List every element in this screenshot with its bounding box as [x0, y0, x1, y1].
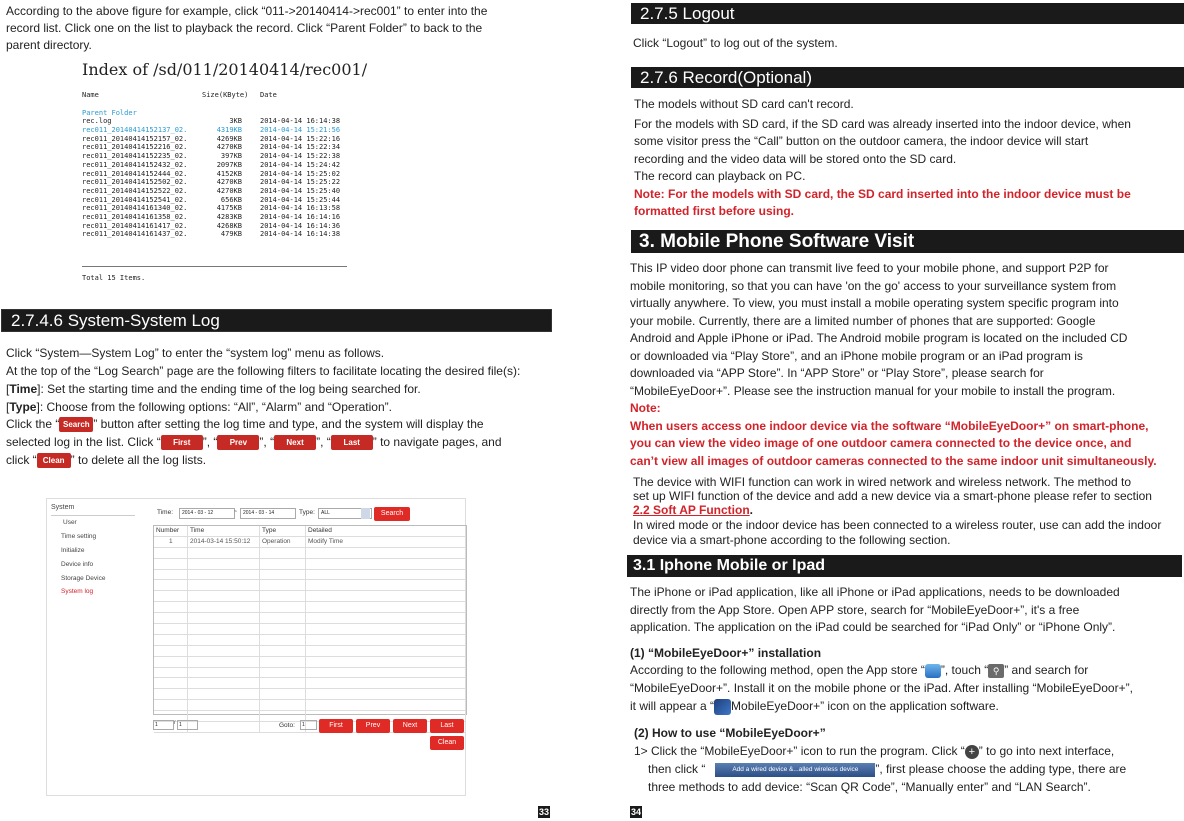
dir-file-size: 4319KB: [216, 126, 242, 135]
dir-file-row[interactable]: [82, 170, 382, 179]
dir-file-date: 2014-04-14 16:14:16: [260, 212, 341, 221]
table-cell-empty: [260, 700, 306, 710]
table-cell-empty: [260, 635, 306, 645]
wired-line-1: In wired mode or the indoor device has been connected to a wireless router, use can add the indoor: [633, 518, 1162, 532]
dir-file-date: 2014-04-14 15:25:44: [260, 195, 341, 204]
intro-line-2: record list. Click one on the list to playback the record. Click “Parent Folder” to back to the: [6, 21, 483, 35]
dir-parent-folder-link[interactable]: Parent Folder: [82, 108, 137, 117]
sep-2: ”, “: [259, 435, 275, 449]
table-cell-empty: [154, 668, 188, 678]
dir-file-date: 2014-04-14 16:14:38: [260, 117, 341, 126]
table-cell-empty: [154, 678, 188, 688]
dir-col-name: Name: [82, 91, 99, 99]
table-row[interactable]: [154, 678, 466, 689]
fig-search-button[interactable]: Search: [374, 507, 410, 521]
sidebar-item-time-setting[interactable]: Time setting: [61, 533, 97, 540]
howto-l2b: ”, first please choose the adding type, there are: [875, 762, 1127, 776]
dir-file-row[interactable]: [82, 126, 382, 135]
type-label: Type: [9, 400, 37, 414]
dir-file-name[interactable]: rec011_20140414161358_02.: [82, 212, 188, 221]
dir-file-name[interactable]: rec011_20140414152157_02.: [82, 134, 188, 143]
sys-line-1: Click “System—System Log” to enter the “system log” menu as follows.: [6, 346, 385, 360]
dir-file-row[interactable]: [82, 204, 382, 213]
table-cell-empty: [154, 646, 188, 656]
table-cell-empty: [188, 613, 260, 623]
fig-last-button[interactable]: Last: [430, 719, 464, 733]
table-cell-empty: [306, 580, 466, 590]
iphone-line-1: The iPhone or iPad application, like all iPhone or iPad applications, needs to be downloaded: [630, 585, 1120, 599]
dir-file-name[interactable]: rec011_20140414152137_02.: [82, 126, 188, 135]
table-cell-empty: [188, 570, 260, 580]
table-cell-empty: [260, 559, 306, 569]
after-search-text: ” button after setting the log time and type, and the system will display the: [93, 417, 484, 431]
record-line-1: The models without SD card can't record.: [634, 97, 854, 111]
table-cell-empty: [306, 570, 466, 580]
table-row[interactable]: [154, 624, 466, 635]
table-cell-empty: [260, 668, 306, 678]
install-line-1: [630, 662, 1088, 680]
table-cell-empty: [188, 635, 260, 645]
record-line-3: some visitor press the “Call” button on the outdoor camera, the indoor device will start: [634, 134, 1089, 148]
table-row[interactable]: [154, 602, 466, 613]
table-cell: 1: [154, 537, 188, 547]
table-row[interactable]: [154, 657, 466, 668]
table-cell-empty: [154, 602, 188, 612]
dir-file-date: 2014-04-14 15:22:34: [260, 143, 341, 152]
dir-file-row[interactable]: [82, 161, 382, 170]
dir-file-size: 4270KB: [216, 178, 242, 187]
dir-file-row[interactable]: [82, 213, 382, 222]
page-number-left: 33: [538, 807, 549, 817]
table-cell-empty: [306, 602, 466, 612]
table-cell-empty: [306, 591, 466, 601]
dir-file-size: 4152KB: [216, 169, 242, 178]
table-header-cell: Detailed: [306, 526, 466, 536]
dir-file-name[interactable]: rec011_20140414152502_02.: [82, 178, 188, 187]
table-cell-empty: [188, 700, 260, 710]
howto-line-2: [648, 761, 1126, 779]
goto-select[interactable]: 1: [300, 720, 317, 730]
table-row[interactable]: [154, 591, 466, 602]
type-select-chevron-icon[interactable]: [361, 508, 370, 519]
dir-file-date: 2014-04-14 15:24:42: [260, 160, 341, 169]
table-cell-empty: [260, 580, 306, 590]
table-row[interactable]: [154, 548, 466, 559]
table-row[interactable]: [154, 559, 466, 570]
table-cell-empty: [306, 678, 466, 688]
system-sidebar: [47, 499, 139, 795]
table-cell: Modify Time: [306, 537, 466, 547]
note-line-3: can’t view all images of outdoor cameras connected to the same indoor unit simultaneously.: [630, 454, 1157, 468]
section-title-logout: 2.7.5 Logout: [631, 3, 1184, 24]
table-cell-empty: [188, 689, 260, 699]
table-cell-empty: [306, 548, 466, 558]
dir-file-size: 3KB: [229, 117, 242, 126]
dir-header: [82, 91, 382, 100]
fig-next-button[interactable]: Next: [393, 719, 427, 733]
dir-total: Total 15 Items.: [82, 274, 146, 282]
table-row[interactable]: [154, 537, 466, 548]
dir-file-size: 4270KB: [216, 143, 242, 152]
dir-file-size: 397KB: [220, 152, 242, 161]
wifi-dot: .: [749, 503, 754, 517]
search-button-image: Search: [59, 417, 93, 432]
record-line-2: For the models with SD card, if the SD card was already inserted into the indoor device, when: [634, 117, 1131, 131]
system-log-figure: System User Time setting Initialize Device info Storage Device System log Time: 2014 - 03 - 12 ~ 2014 - 03 - 14 Type: ALL Search Number Time Type Detailed 1 2014-03-14 15:50:12 Operation Modify Time 1 / 1 Goto: 1 First Prev Next Last Clean: [46, 498, 466, 796]
install-title: (1) “MobileEyeDoor+” installation: [630, 646, 822, 660]
wifi-line-2: set up WIFI function of the device and add a new device via a smart-phone please refer to section: [633, 489, 1152, 503]
table-cell-empty: [154, 613, 188, 623]
table-cell-empty: [260, 689, 306, 699]
dir-file-row[interactable]: [82, 117, 382, 126]
click-clean-start: click “: [6, 453, 37, 467]
table-cell-empty: [306, 635, 466, 645]
table-cell-empty: [154, 591, 188, 601]
logout-text: Click “Logout” to log out of the system.: [633, 36, 838, 50]
install-l1a: According to the following method, open the App store “: [630, 663, 925, 677]
dir-file-date: 2014-04-14 15:21:56: [260, 126, 341, 135]
dir-rows: [82, 117, 382, 239]
dir-file-size: 4283KB: [216, 212, 242, 221]
table-row[interactable]: [154, 646, 466, 657]
search-icon: ⚲: [988, 664, 1004, 678]
table-cell-empty: [260, 613, 306, 623]
type-select[interactable]: ALL: [318, 508, 372, 519]
dir-file-date: 2014-04-14 15:25:22: [260, 178, 341, 187]
table-cell-empty: [154, 700, 188, 710]
table-cell-empty: [154, 548, 188, 558]
table-cell-empty: [188, 657, 260, 667]
intro-line-1: According to the above figure for example, click “011->20140414->rec001” to enter into the: [6, 4, 488, 18]
dir-file-name[interactable]: rec011_20140414152432_02.: [82, 160, 188, 169]
navigate-line: [6, 434, 502, 452]
table-cell-empty: [306, 689, 466, 699]
mobileeyedoor-app-icon: [714, 699, 731, 715]
table-cell-empty: [188, 602, 260, 612]
install-l3b: MobileEyeDoor+” icon on the application software.: [731, 699, 999, 713]
note-line-1: When users access one indoor device via the software “MobileEyeDoor+” on smart-phone,: [630, 419, 1149, 433]
dir-file-date: 2014-04-14 15:22:38: [260, 152, 341, 161]
dir-file-name[interactable]: rec011_20140414161340_02.: [82, 204, 188, 213]
section-title-iphone: 3.1 Iphone Mobile or Ipad: [627, 555, 1182, 577]
page-from-input[interactable]: 1: [153, 720, 174, 730]
install-line-2: “MobileEyeDoor+”. Install it on the mobile phone or the iPad. After installing “MobileEyeDoor+”,: [630, 681, 1133, 695]
table-cell-empty: [188, 711, 260, 721]
record-note-line-2: formatted first before using.: [634, 204, 795, 218]
table-cell-empty: [188, 722, 260, 732]
mobile-line-8: “MobileEyeDoor+”. Please see the instruction manual for your mobile to install the program.: [630, 384, 1116, 398]
last-button-image: Last: [331, 435, 373, 450]
dir-file-row[interactable]: [82, 196, 382, 205]
dir-file-date: 2014-04-14 15:22:16: [260, 134, 341, 143]
table-cell-empty: [154, 635, 188, 645]
dir-col-size: Size(KByte): [202, 91, 249, 99]
wired-line-2: device via a smart-phone according to the following section.: [633, 533, 951, 547]
dir-file-row[interactable]: [82, 222, 382, 231]
table-row[interactable]: [154, 635, 466, 646]
sep-3: ”, “: [316, 435, 331, 449]
install-line-3: [630, 698, 999, 716]
table-header-cell: Type: [260, 526, 306, 536]
filter-type-label: Type:: [299, 509, 315, 516]
app-store-icon: [925, 664, 941, 678]
table-cell-empty: [306, 646, 466, 656]
table-cell-empty: [260, 646, 306, 656]
install-l3a: it will appear a “: [630, 699, 715, 713]
date-to-input[interactable]: 2014 - 03 - 14: [240, 508, 296, 519]
prev-button-image: Prev: [217, 435, 259, 450]
sidebar-item-user[interactable]: User: [63, 519, 77, 526]
clean-line: [6, 452, 206, 470]
time-label: Time: [9, 382, 38, 396]
record-line-4: recording and the video data will be stored onto the SD card.: [634, 152, 957, 166]
soft-ap-link[interactable]: 2.2 Soft AP Function: [633, 503, 750, 517]
mobile-line-5: Android and Apple iPhone or iPad. The Android mobile program is located on the included CD: [630, 331, 1128, 345]
navigate-end-text: ” to navigate pages, and: [372, 435, 502, 449]
table-cell-empty: [154, 559, 188, 569]
search-line: [6, 416, 484, 434]
table-header-cell: Time: [188, 526, 260, 536]
mobile-line-3: virtually anywhere. To view, you must install a mobile operating system specific program into: [630, 296, 1119, 310]
add-device-button-image: Add a wired device &...alled wireless device: [715, 763, 875, 777]
table-cell-empty: [260, 570, 306, 580]
table-cell-empty: [188, 646, 260, 656]
selected-line-start: selected log in the list. Click “: [6, 435, 161, 449]
table-cell-empty: [154, 570, 188, 580]
page-number-right: 34: [630, 807, 641, 817]
howto-line-3: three methods to add device: “Scan QR Code”, “Manually enter” and “LAN Search”.: [648, 780, 1091, 794]
goto-label: Goto:: [279, 722, 295, 729]
table-cell: 2014-03-14 15:50:12: [188, 537, 260, 547]
table-cell: Operation: [260, 537, 306, 547]
dir-title: Index of /sd/011/20140414/rec001/: [82, 60, 368, 79]
table-row[interactable]: [154, 689, 466, 700]
table-cell-empty: [306, 657, 466, 667]
filter-time-label: Time:: [157, 509, 174, 516]
intro-line-3: parent directory.: [6, 38, 92, 52]
date-from-input[interactable]: 2014 - 03 - 12: [179, 508, 235, 519]
table-header-cell: Number: [154, 526, 188, 536]
dir-file-name[interactable]: rec011_20140414152235_02.: [82, 152, 188, 161]
dir-file-name[interactable]: rec011_20140414152444_02.: [82, 169, 188, 178]
dir-file-name[interactable]: rec011_20140414152216_02.: [82, 143, 188, 152]
table-cell-empty: [306, 613, 466, 623]
mobile-line-2: mobile monitoring, so that you can have 'on the go' access to your surveillance system from: [630, 279, 1117, 293]
table-cell-empty: [154, 657, 188, 667]
time-text: : Set the starting time and the ending time of the log being searched for.: [40, 382, 421, 396]
table-cell-empty: [260, 602, 306, 612]
sep-1: ”, “: [202, 435, 218, 449]
sidebar-title: System: [51, 504, 75, 511]
howto-l2a: then click “: [648, 762, 706, 776]
table-cell-empty: [306, 624, 466, 634]
iphone-line-2: directly from the App Store. Open APP store, search for “MobileEyeDoor+”, it's a free: [630, 603, 1080, 617]
howto-title: (2) How to use “MobileEyeDoor+”: [634, 726, 826, 740]
record-line-5: The record can playback on PC.: [634, 169, 806, 183]
add-plus-icon: +: [965, 745, 979, 759]
dir-file-size: 4269KB: [216, 134, 242, 143]
section-title-record: 2.7.6 Record(Optional): [631, 67, 1184, 88]
type-text: : Choose from the following options: “All”, “Alarm” and “Operation”.: [39, 400, 392, 414]
howto-l1b: ” to go into next interface,: [978, 744, 1115, 758]
log-table: [153, 525, 467, 715]
table-cell-empty: [260, 548, 306, 558]
table-cell-empty: [188, 559, 260, 569]
howto-line-1: [634, 743, 1114, 761]
dir-file-date: 2014-04-14 16:14:38: [260, 230, 341, 239]
table-cell-empty: [154, 580, 188, 590]
table-cell-empty: [188, 668, 260, 678]
table-cell-empty: [188, 591, 260, 601]
wifi-line-1: The device with WIFI function can work in wired network and wireless network. The method to: [633, 475, 1131, 489]
dir-file-row[interactable]: [82, 143, 382, 152]
dir-col-date: Date: [260, 91, 277, 99]
dir-file-row[interactable]: [82, 187, 382, 196]
sidebar-item-initialize[interactable]: Initialize: [61, 547, 85, 554]
dir-file-name[interactable]: rec011_20140414152522_02.: [82, 186, 188, 195]
page-to-input[interactable]: 1: [177, 720, 198, 730]
next-button-image: Next: [274, 435, 316, 450]
dir-file-row[interactable]: [82, 152, 382, 161]
section-title-mobile: 3. Mobile Phone Software Visit: [631, 230, 1184, 253]
dir-file-date: 2014-04-14 16:14:36: [260, 221, 341, 230]
dir-file-row[interactable]: [82, 178, 382, 187]
fig-first-button[interactable]: First: [319, 719, 353, 733]
first-button-image: First: [161, 435, 203, 450]
type-line: [Type]: Choose from the following options: “All”, “Alarm” and “Operation”.: [6, 400, 392, 414]
time-line: [Time]: Set the starting time and the ending time of the log being searched for.: [6, 382, 421, 396]
sidebar-item-storage-device[interactable]: Storage Device: [61, 575, 106, 582]
dir-file-date: 2014-04-14 15:25:02: [260, 169, 341, 178]
table-cell-empty: [260, 678, 306, 688]
directory-listing-figure: [82, 60, 382, 292]
table-row[interactable]: [154, 668, 466, 679]
table-cell-empty: [260, 591, 306, 601]
dir-file-name[interactable]: rec011_20140414161417_02.: [82, 221, 188, 230]
click-the-text: Click the “: [6, 417, 60, 431]
section-title-system-log: 2.7.4.6 System-System Log: [1, 309, 552, 332]
mobile-line-1: This IP video door phone can transmit live feed to your mobile phone, and support P2P for: [630, 261, 1109, 275]
mobile-line-4: your mobile. Currently, there are a limited number of phones that are supported: Google: [630, 314, 1096, 328]
sidebar-item-device-info[interactable]: Device info: [61, 561, 94, 568]
table-cell-empty: [188, 548, 260, 558]
sys-line-2: At the top of the “Log Search” page are the following filters to facilitate locating the desired file(s):: [6, 364, 521, 378]
record-note-line-1: Note: For the models with SD card, the SD card inserted into the indoor device must be: [634, 187, 1131, 201]
dir-file-row[interactable]: [82, 230, 382, 239]
table-row[interactable]: [154, 570, 466, 581]
fig-prev-button[interactable]: Prev: [356, 719, 390, 733]
dir-file-size: 656KB: [220, 195, 242, 204]
table-cell-empty: [188, 580, 260, 590]
dir-file-size: 4270KB: [216, 186, 242, 195]
howto-l1a: 1> Click the “MobileEyeDoor+” icon to run the program. Click “: [634, 744, 965, 758]
dir-file-size: 4268KB: [216, 221, 242, 230]
note-label: Note:: [630, 401, 661, 415]
dir-file-name[interactable]: rec011_20140414161437_02.: [82, 230, 188, 239]
mobile-line-7: downloaded via “APP Store”. In “APP Store” or “Play Store”, please search for: [630, 366, 1044, 380]
install-l1b: ”, touch “: [940, 663, 989, 677]
table-cell-empty: [188, 624, 260, 634]
table-cell-empty: [260, 657, 306, 667]
mobile-line-6: or downloaded via “Play Store”, and an iPhone mobile program or an iPad program is: [630, 349, 1083, 363]
dir-file-size: 2097KB: [216, 160, 242, 169]
table-row[interactable]: [154, 700, 466, 711]
table-row[interactable]: [154, 613, 466, 624]
table-cell-empty: [154, 624, 188, 634]
iphone-line-3: application. The application on the iPad could be searched for “iPad Only” or “iPhone Only”.: [630, 620, 1116, 634]
table-cell-empty: [306, 668, 466, 678]
table-cell-empty: [306, 700, 466, 710]
sidebar-item-system-log[interactable]: System log: [61, 588, 94, 595]
note-line-2: you can view the video image of one outdoor camera connected to the device once, and: [630, 436, 1132, 450]
fig-clean-button[interactable]: Clean: [430, 736, 464, 750]
table-cell-empty: [188, 678, 260, 688]
dir-file-name[interactable]: rec011_20140414152541_02.: [82, 195, 188, 204]
dir-file-name[interactable]: rec.log: [82, 117, 112, 126]
clean-button-image: Clean: [37, 453, 71, 468]
dir-file-row[interactable]: [82, 135, 382, 144]
table-header: [154, 526, 466, 537]
table-cell-empty: [260, 624, 306, 634]
table-row[interactable]: [154, 580, 466, 591]
install-l1c: ” and search for: [1004, 663, 1089, 677]
clean-end-text: ” to delete all the log lists.: [70, 453, 207, 467]
dir-file-date: 2014-04-14 16:13:58: [260, 204, 341, 213]
dir-file-size: 479KB: [220, 230, 242, 239]
dir-file-date: 2014-04-14 15:25:40: [260, 186, 341, 195]
dir-file-size: 4175KB: [216, 204, 242, 213]
table-cell-empty: [306, 559, 466, 569]
table-cell-empty: [154, 689, 188, 699]
